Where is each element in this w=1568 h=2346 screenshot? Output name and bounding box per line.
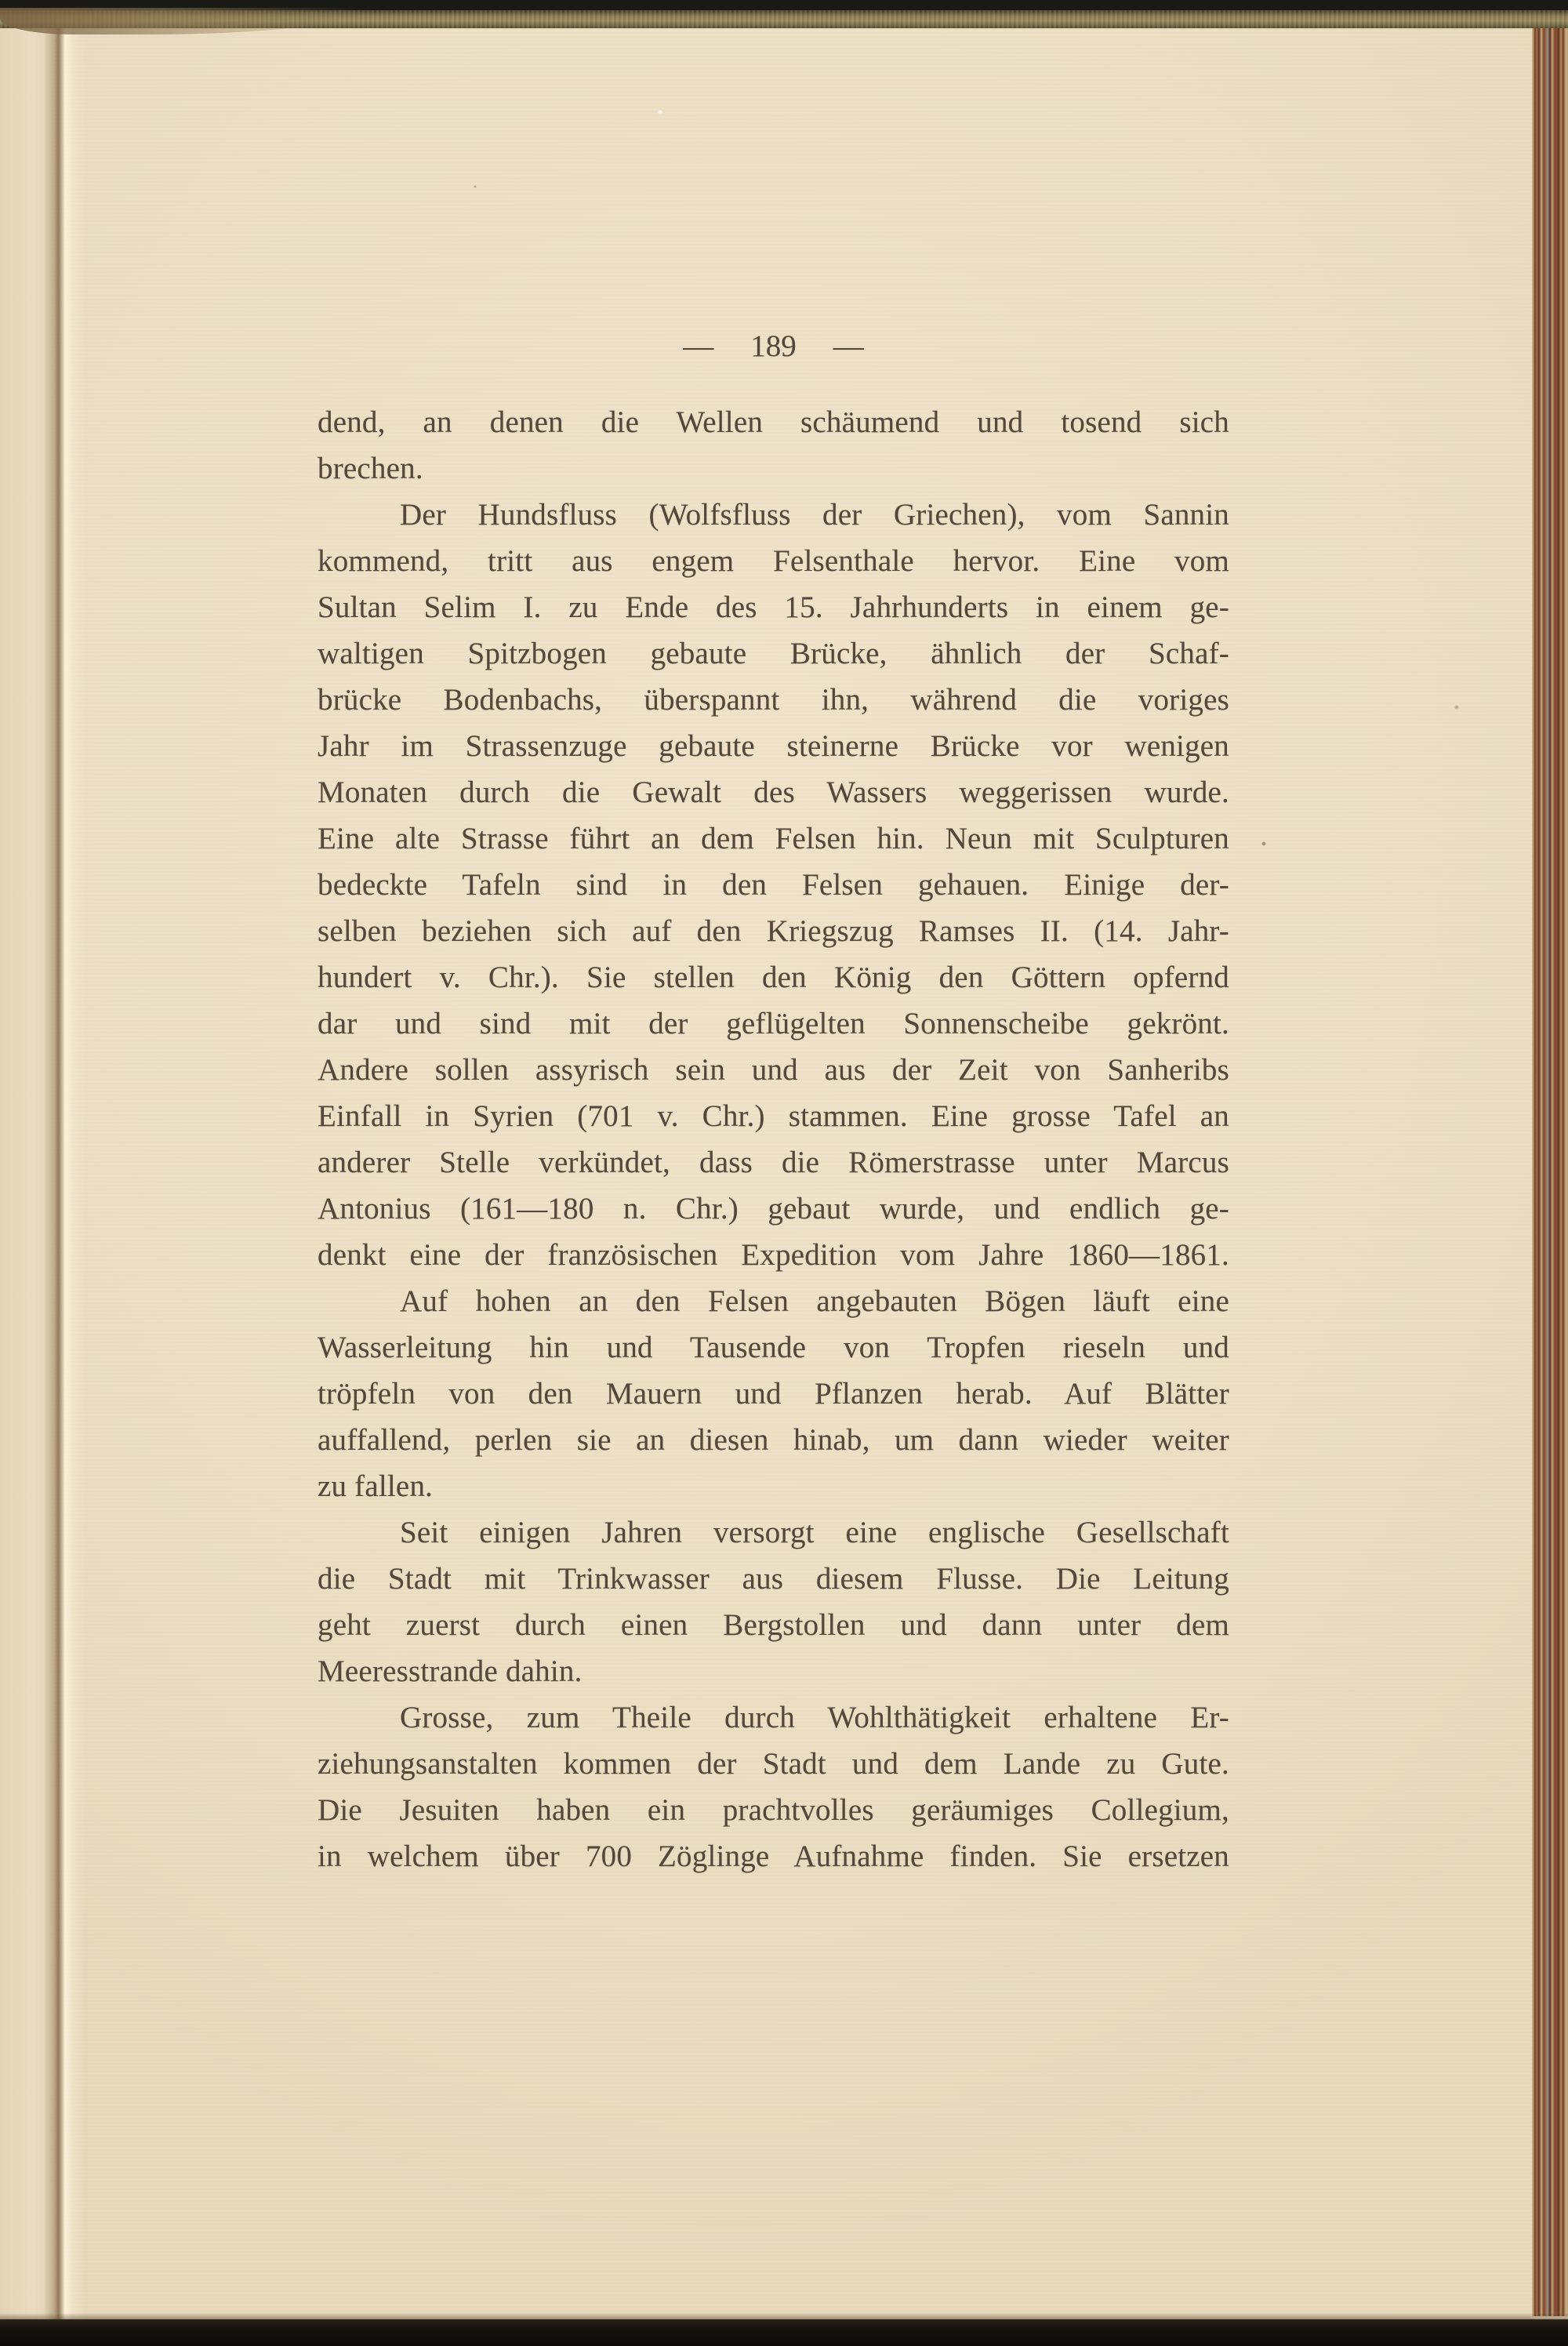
header-dash-left: — [683, 329, 714, 363]
text-line: dend, an denen die Wellen schäumend und tosend sich [318, 405, 1229, 439]
text-line: Sultan Selim I. zu Ende des 15. Jahrhunderts in einem ge- [318, 590, 1229, 624]
text-line: auffallend, perlen sie an diesen hinab, um dann wieder weiter [318, 1423, 1229, 1457]
fore-edge-page-stack [1532, 22, 1568, 2316]
book-page [52, 24, 1534, 2319]
text-line: denkt eine der französischen Expedition vom Jahre 1860—1861. [318, 1238, 1229, 1272]
text-line: selben beziehen sich auf den Kriegszug Ramses II. (14. Jahr- [318, 914, 1229, 948]
text-line: brechen. [318, 452, 423, 485]
text-line: Auf hohen an den Felsen angebauten Bögen läuft eine [400, 1284, 1229, 1318]
text-line: waltigen Spitzbogen gebaute Brücke, ähnlich der Schaf- [318, 637, 1229, 670]
text-line: Der Hundsfluss (Wolfsfluss der Griechen), vom Sannin [400, 498, 1229, 532]
page-header [318, 323, 1229, 369]
text-line: Seit einigen Jahren versorgt eine englische Gesellschaft [400, 1516, 1229, 1549]
text-line: geht zuerst durch einen Bergstollen und dann unter dem [318, 1608, 1229, 1642]
text-line: die Stadt mit Trinkwasser aus diesem Flusse. Die Leitung [318, 1562, 1229, 1596]
text-line: Meeresstrande dahin. [318, 1654, 583, 1688]
page-number: 189 [750, 329, 797, 363]
text-line: kommend, tritt aus engem Felsenthale hervor. Eine vom [318, 544, 1229, 578]
text-line: Monaten durch die Gewalt des Wassers weggerissen wurde. [318, 775, 1229, 809]
gutter-crease [44, 24, 85, 2319]
header-dash-right: — [833, 329, 864, 363]
text-line: bedeckte Tafeln sind in den Felsen gehauen. Einige der- [318, 868, 1229, 902]
text-line: zu fallen. [318, 1469, 434, 1503]
text-line: ziehungsanstalten kommen der Stadt und dem Lande zu Gute. [318, 1747, 1229, 1781]
text-line: brücke Bodenbachs, überspannt ihn, während die voriges [318, 683, 1229, 717]
text-line: hundert v. Chr.). Sie stellen den König den Göttern opfernd [318, 961, 1229, 994]
text-line: dar und sind mit der geflügelten Sonnenscheibe gekrönt. [318, 1007, 1229, 1040]
text-line: tröpfeln von den Mauern und Pflanzen herab. Auf Blätter [318, 1377, 1229, 1411]
text-line: Antonius (161—180 n. Chr.) gebaut wurde, und endlich ge- [318, 1192, 1229, 1226]
text-line: anderer Stelle verkündet, dass die Römerstrasse unter Marcus [318, 1146, 1229, 1179]
page-text-block [318, 399, 1229, 1879]
text-line: Jahr im Strassenzuge gebaute steinerne Brücke vor wenigen [318, 729, 1229, 763]
text-line: Wasserleitung hin und Tausende von Tropfen rieseln und [318, 1331, 1229, 1364]
text-line: Einfall in Syrien (701 v. Chr.) stammen. Eine grosse Tafel an [318, 1099, 1229, 1133]
text-line: Andere sollen assyrisch sein und aus der Zeit von Sanheribs [318, 1053, 1229, 1087]
book-cover-bottom-edge [0, 2319, 1568, 2346]
text-line: in welchem über 700 Zöglinge Aufnahme finden. Sie ersetzen [318, 1839, 1229, 1873]
text-line: Grosse, zum Theile durch Wohlthätigkeit erhaltene Er- [400, 1701, 1229, 1734]
text-line: Die Jesuiten haben ein prachtvolles geräumiges Collegium, [318, 1793, 1229, 1827]
text-line: Eine alte Strasse führt an dem Felsen hin. Neun mit Sculpturen [318, 822, 1229, 855]
